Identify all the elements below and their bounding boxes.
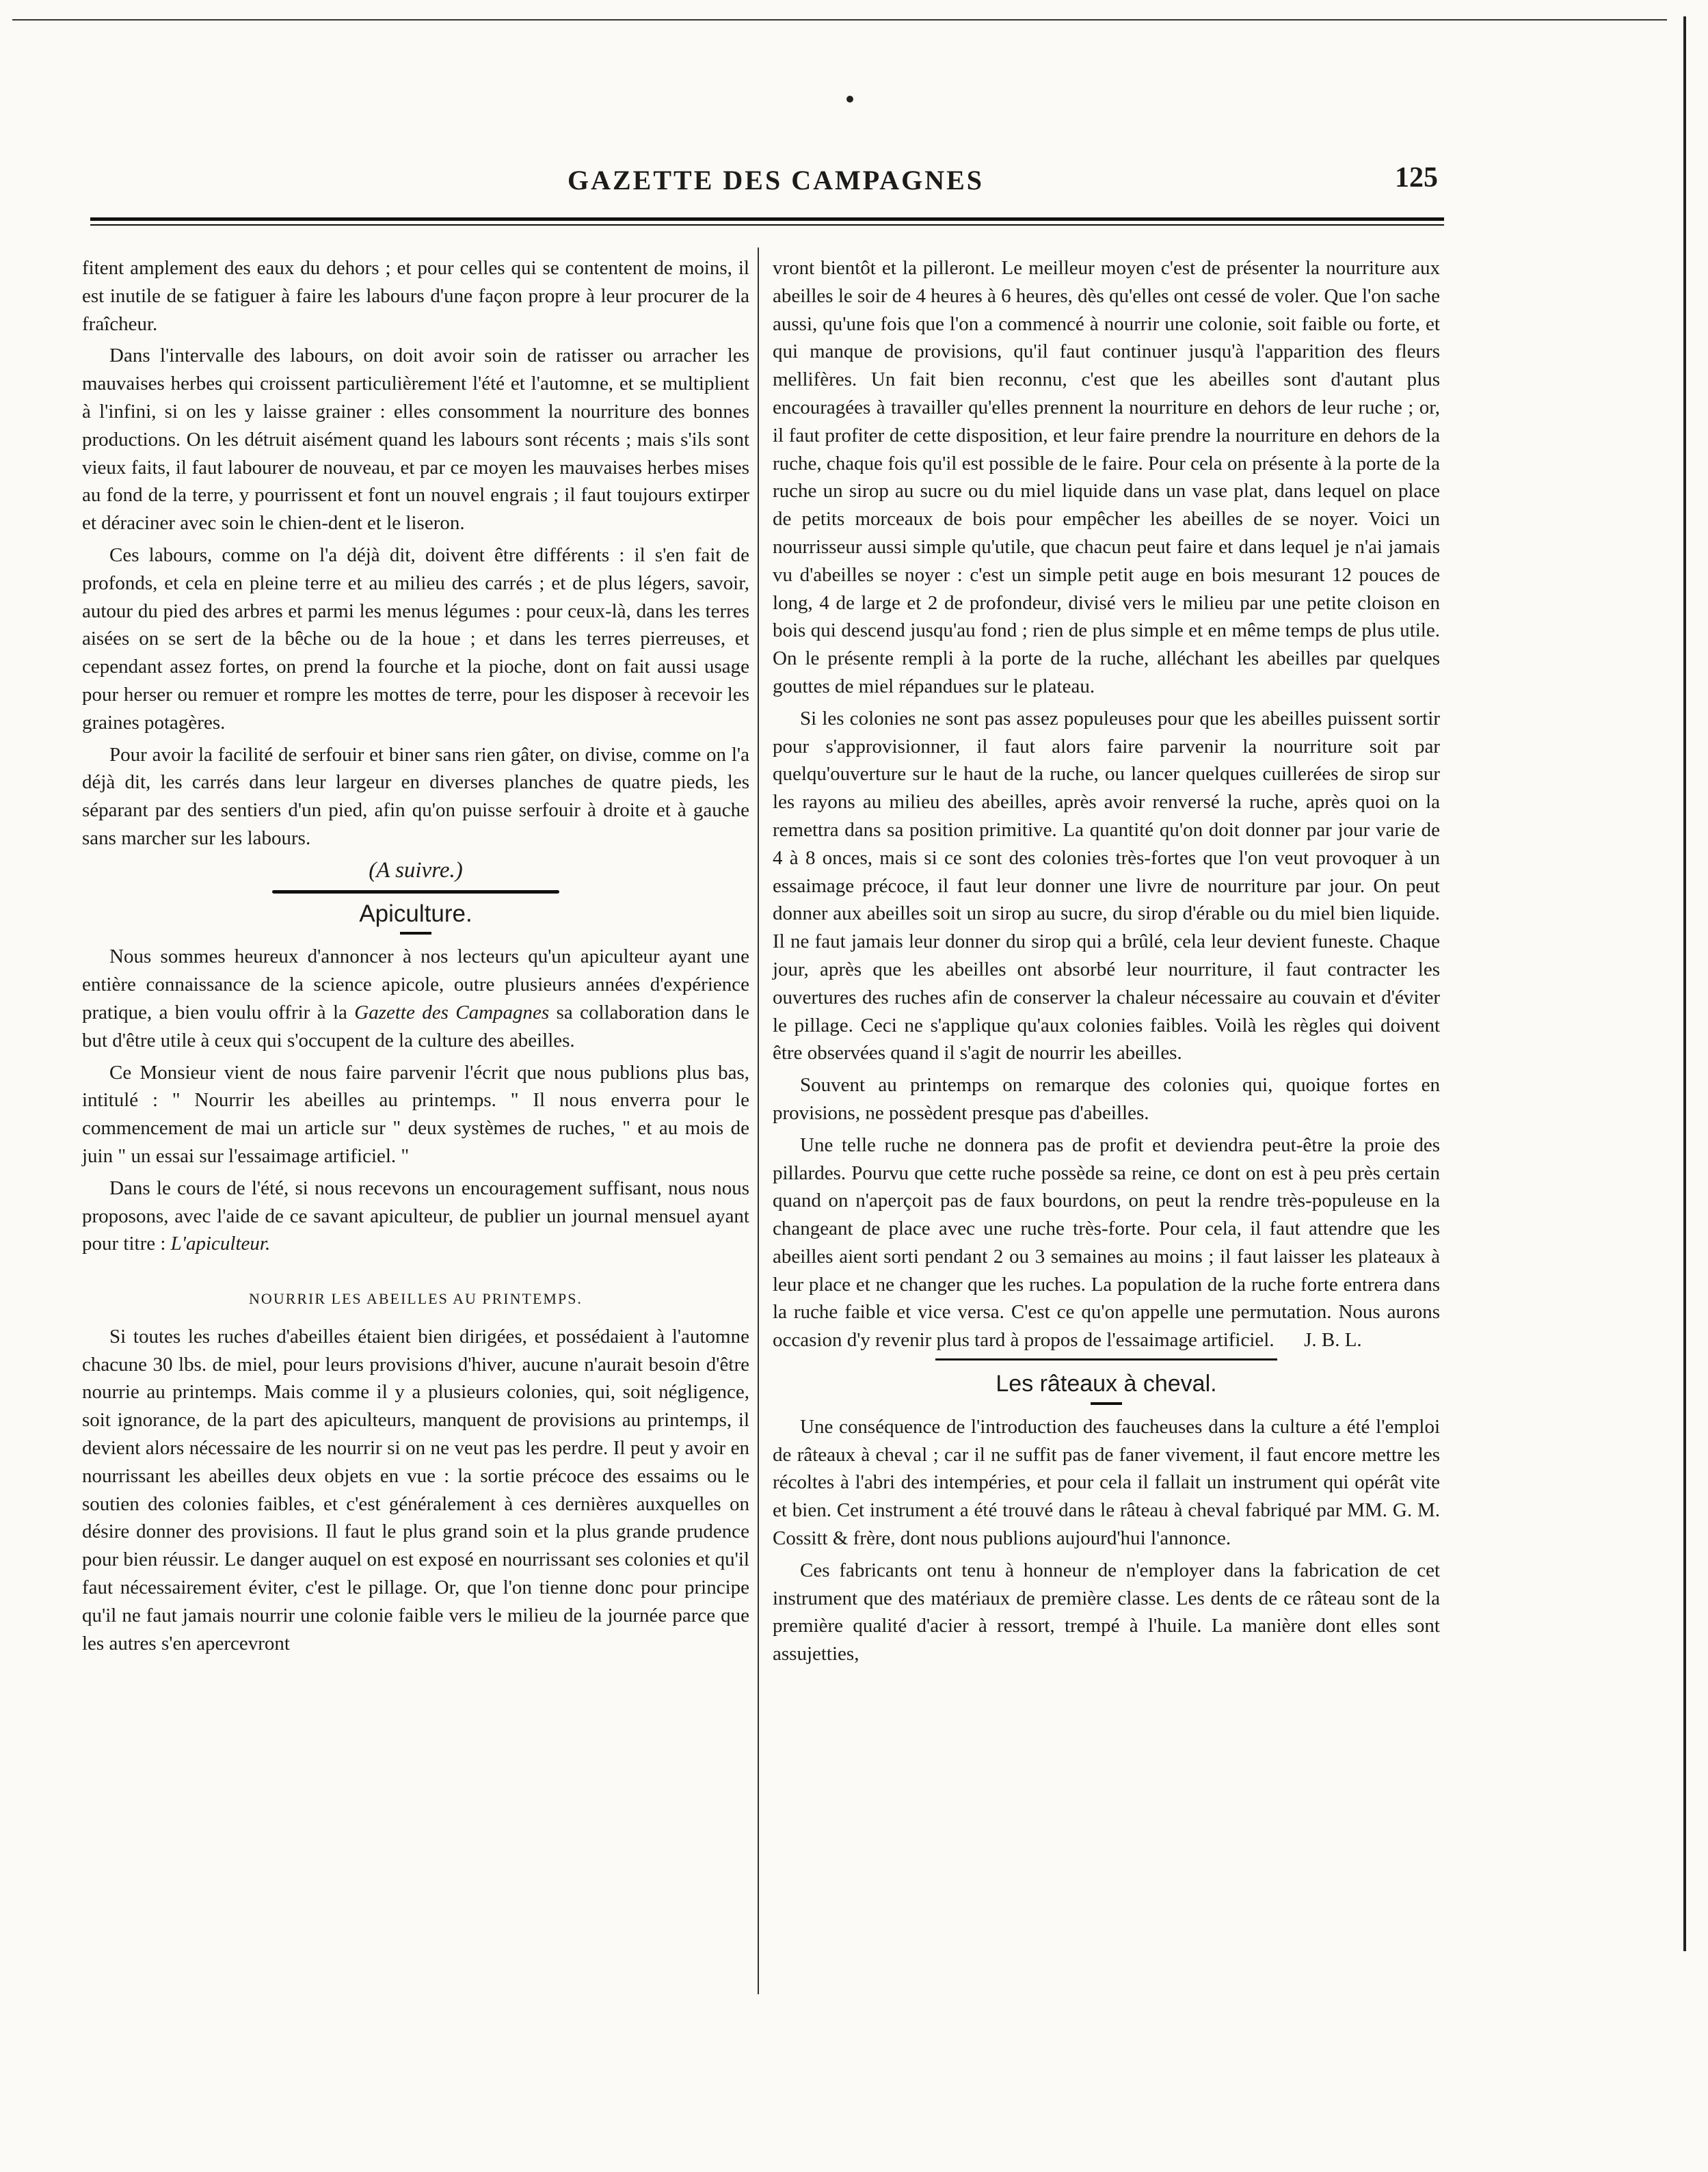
right-scan-rule xyxy=(1683,16,1686,1951)
paragraph: Ces labours, comme on l'a déjà dit, doivent être différents : il s'en fait de profonds, et cela en pleine terre et au milieu des carrés ; et de plus légers, savoir, autour du pied des arbres et parmi les menus légumes : pour ceux-là, dans les terres aisées on se sert de la bêche ou de la houe ; et dans les terres pierreuses, et cependant assez fortes, on prend la fourche et la pioche, dont on fait aussi usage pour herser ou remuer et rompre les mottes de terre, pour les disposer à recevoir les graines potagères. xyxy=(82,544,749,734)
publication-title: GAZETTE DES CAMPAGNES xyxy=(568,165,985,196)
paragraph: vront bientôt et la pilleront. Le meilleur moyen c'est de présenter la nourriture aux abeilles le soir de 4 heures à 6 heures, dès qu'elles ont cessé de voler. Que l'on sache aussi, qu'une fois que l'on a commencé à nourrir une colonie, soit faible ou forte, et qui manque de provisions, qu'il faut continuer jusqu'à l'apparition des fleurs mellifères. Un fait bien reconnu, c'est que les abeilles sont d'autant plus encouragées à travailler qu'elles prennent la nourriture en dehors de leur ruche ; or, il faut profiter de cette disposition, et leur faire prendre la nourriture en dehors de la ruche, chaque fois qu'il est possible de le faire. Pour cela on présente à la porte de la ruche un sirop au sucre ou du miel liquide dans un vase plat, dans lequel on place de petits morceaux de bois pour empêcher les abeilles de se noyer. Voici un nourrisseur aussi simple qu'utile, que chacun peut faire et dans lequel je n'ai jamais vu d'abeilles se noyer : c'est un simple petit auge en bois mesurant 12 pouces de long, 4 de large et 2 de profondeur, divisé vers le milieu par une petite cloison en bois qui descend jusqu'au fond ; rien de plus simple et en même temps de plus utile. On le présente rempli à la porte de la ruche, alléchant les abeilles par quelques gouttes de miel répandues sur le plateau. xyxy=(773,257,1440,697)
right-column xyxy=(773,254,1440,1672)
paragraph: Pour avoir la facilité de serfouir et biner sans rien gâter, on divise, comme on l'a déjà dit, les carrés dans leur largeur en diverses planches de quatre pieds, les séparant par des sentiers d'un pied, afin qu'on puisse serfouir à droite et à gauche sans marcher sur les labours. xyxy=(82,743,749,849)
paragraph: Si toutes les ruches d'abeilles étaient bien dirigées, et possédaient à l'automne chacune 30 lbs. de miel, pour leurs provisions d'hiver, aucune n'aurait besoin d'être nourrie au printemps. Mais comme il y a plusieurs colonies, qui, soit négligence, soit ignorance, de la part des apiculteurs, manquent de provisions au printemps, il devient alors nécessaire de les nourrir si on ne veut pas les perdre. Il peut y avoir en nourrissant les abeilles deux objets en vue : la sortie précoce des essaims ou le soutien des colonies faibles, et c'est généralement à ces dernières auxquelles on désire donner des provisions. Il faut le plus grand soin et la plus grande prudence pour bien réussir. Le danger auquel on est exposé en nourrissant ses colonies et qu'il faut nécessairement éviter, c'est le pillage. Or, que l'on tienne donc pour principe qu'il ne faut jamais nourrir une colonie faible vers le milieu de la journée parce que les autres s'en apercevront xyxy=(82,1325,749,1654)
top-scan-rule xyxy=(12,19,1667,21)
page-number: 125 xyxy=(1395,162,1438,193)
paragraph: Souvent au printemps on remarque des colonies qui, quoique fortes en provisions, ne possèdent presque pas d'abeilles. xyxy=(773,1074,1440,1124)
paragraph: Une conséquence de l'introduction des faucheuses dans la culture a été l'emploi de râteaux à cheval ; car il ne suffit pas de faner vivement, il faut encore mettre les récoltes à l'abri des intempéries, et pour cela il fallait un instrument qui opérât vite et bien. Cet instrument a été trouvé dans le râteau à cheval fabriqué par MM. G. M. Cossitt & frère, dont nous publions aujourd'hui l'annonce. xyxy=(773,1415,1440,1550)
paragraph: fitent amplement des eaux du dehors ; et pour celles qui se contentent de moins, il est inutile de se fatiguer à faire les labours d'une façon propre à leur procurer de la fraîcheur. xyxy=(82,257,749,335)
header-rule-thin xyxy=(90,224,1444,226)
short-rule xyxy=(82,932,749,935)
paragraph: Une telle ruche ne donnera pas de profit et deviendra peut-être la proie des pillardes. Pourvu que cette ruche possède sa reine, ce dont on est à peu près certain quand on n'aperçoit pas de faux bourdons, on peut la rendre très-populeuse en la changeant de place avec une ruche très-forte. Pour cela, il faut attendre que les abeilles aient sorti pendant 2 ou 3 semaines au moins ; il faut laisser les plateaux à leur place et ne changer que les ruches. La population de la ruche forte entrera dans la ruche faible et vice versa. C'est ce qu'on appelle une permutation. Nous aurons occasion d'y revenir plus tard à propos de l'essaimage artificiel. J. B. L. xyxy=(773,1134,1440,1352)
page-header xyxy=(82,161,1450,202)
paragraph: Si les colonies ne sont pas assez populeuses pour que les abeilles puissent sortir pour s'approvisionner, il faut alors faire parvenir la nourriture soit par quelqu'ouverture sur le haut de la ruche, ou lancer quelques cuillerées de sirop sur les rayons au milieu des abeilles, après avoir renversé la ruche, après quoi on la remettra dans sa position primitive. La quantité qu'on doit donner par jour varie de 4 à 8 onces, mais si ce sont des colonies très-fortes que l'on veut provoquer à un essaimage précoce, il faut leur donner une livre de nourriture par jour. On peut donner aux abeilles soit un sirop au sucre, du sirop d'érable ou du miel bien liquide. Il ne faut jamais leur donner du sirop qui a brûlé, cela leur devient funeste. Chaque jour, après que les abeilles ont absorbé leur nourriture, il faut contracter les ouvertures des ruches afin de conserver la chaleur nécessaire au couvain et d'éviter le pillage. Ceci ne s'applique qu'aux colonies faibles. Voilà les règles qui doivent être observées quand il s'agit de nourrir les abeilles. xyxy=(773,707,1440,1064)
article-subheading: NOURRIR LES ABEILLES AU PRINTEMPS. xyxy=(249,1290,583,1308)
short-rule xyxy=(773,1402,1440,1405)
section-title-apiculture: Apiculture. xyxy=(359,900,472,927)
title-rule xyxy=(773,1358,1440,1360)
section-title-rateaux: Les râteaux à cheval. xyxy=(996,1371,1217,1397)
paragraph: Ce Monsieur vient de nous faire parvenir l'écrit que nous publions plus bas, intitulé : " Nourrir les abeilles au printemps. " Il nous enverra pour le commencement de mai un article sur " deux systèmes de ruches, " et au mois de juin " un essai sur l'essaimage artificiel. " xyxy=(82,1061,749,1167)
paragraph: Ces fabricants ont tenu à honneur de n'employer dans la fabrication de cet instrument que des matériaux de première classe. Les dents de ce râteau sont de la première qualité d'acier à ressort, trempé à l'huile. La manière dont elles sont assujetties, xyxy=(773,1559,1440,1665)
scan-speck xyxy=(846,96,853,103)
section-ornament-rule xyxy=(82,890,749,894)
header-rule-thick xyxy=(90,217,1444,221)
to-be-continued: (A suivre.) xyxy=(369,857,463,883)
column-divider xyxy=(758,247,759,1994)
left-column xyxy=(82,254,749,1661)
paragraph: Dans le cours de l'été, si nous recevons un encouragement suffisant, nous nous proposons, avec l'aide de ce savant apiculteur, de publier un journal mensuel ayant pour titre : L'apiculteur. xyxy=(82,1177,749,1255)
paragraph: Dans l'intervalle des labours, on doit avoir soin de ratisser ou arracher les mauvaises herbes qui croissent particulièrement l'été et l'automne, et se multiplient à l'infini, si on les y laisse grainer : elles consomment la nourriture des bonnes productions. On les détruit aisément quand les labours sont récents ; mais s'ils sont vieux faits, il faut labourer de nouveau, et par ce moyen les mauvaises herbes mises au fond de la terre, y pourrissent et font un nouvel engrais ; il faut toujours extirper et déraciner avec soin le chien-dent et le liseron. xyxy=(82,345,749,535)
paragraph: Nous sommes heureux d'annoncer à nos lecteurs qu'un apiculteur ayant une entière connaissance de la science apicole, outre plusieurs années d'expérience pratique, a bien voulu offrir à la Gazette des Campagnes sa collaboration dans le but d'être utile à ceux qui s'occupent de la culture des abeilles. xyxy=(82,946,749,1051)
signature: J. B. L. xyxy=(1304,1329,1362,1352)
